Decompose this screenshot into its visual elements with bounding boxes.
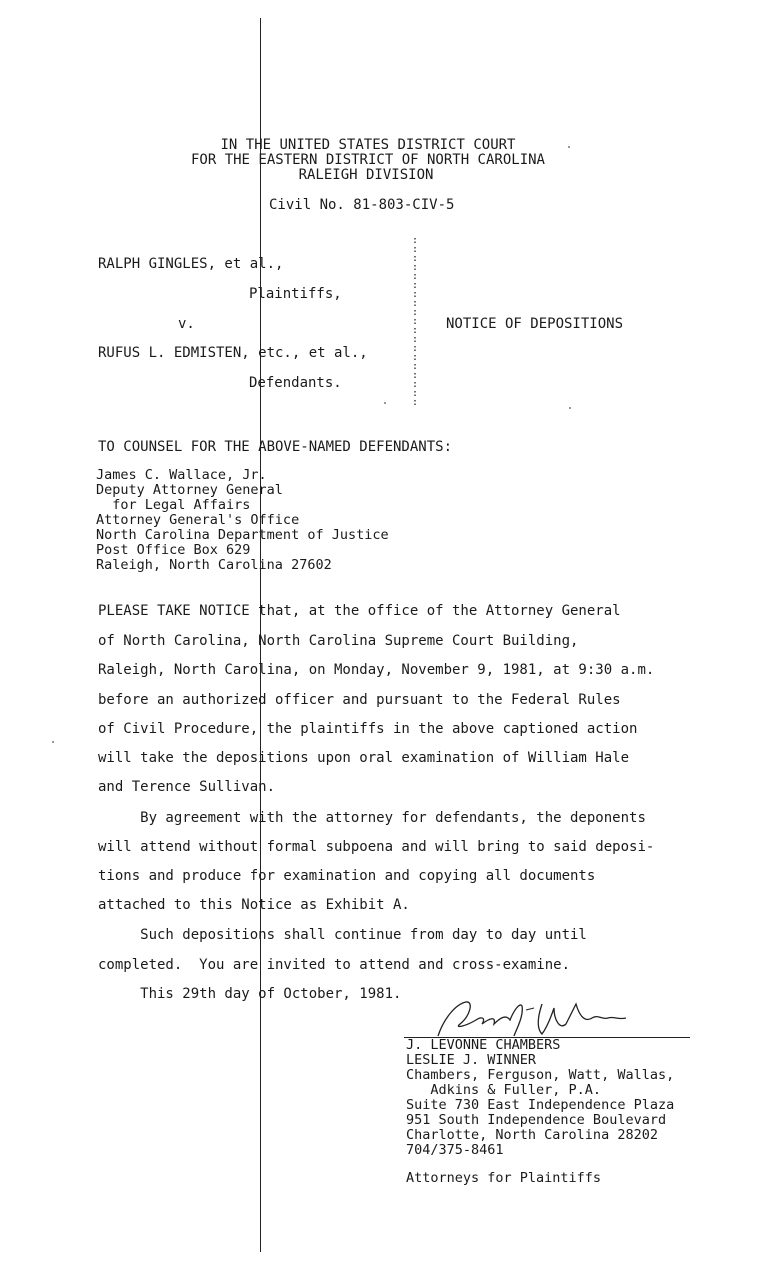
defendants-label: Defendants. bbox=[249, 375, 342, 391]
body-line: and Terence Sullivan. bbox=[98, 779, 276, 795]
addressee-line: Attorney General's Office bbox=[96, 512, 300, 528]
addressee-line: Deputy Attorney General bbox=[96, 482, 283, 498]
signature-block-line: J. LEVONNE CHAMBERS bbox=[406, 1037, 561, 1053]
caption-colon: : bbox=[412, 361, 419, 372]
handwritten-signature bbox=[430, 996, 660, 1040]
addressee-line: Raleigh, North Carolina 27602 bbox=[96, 557, 332, 573]
caption-colon: : bbox=[412, 298, 419, 309]
body-line: will attend without formal subpoena and will bring to said deposi- bbox=[98, 839, 655, 855]
court-header-line-3: RALEIGH DIVISION bbox=[298, 167, 434, 183]
plaintiff-name: RALPH GINGLES, et al., bbox=[98, 256, 284, 272]
caption-colon: : bbox=[412, 271, 419, 282]
date-line: This 29th day of October, 1981. bbox=[98, 986, 402, 1002]
body-line: Raleigh, North Carolina, on Monday, November 9, 1981, at 9:30 a.m. bbox=[98, 662, 655, 678]
caption-colon: : bbox=[412, 316, 419, 327]
signature-block-line: 951 South Independence Boulevard bbox=[406, 1112, 667, 1128]
caption-colon: : bbox=[412, 352, 419, 363]
body-line: will take the depositions upon oral examination of William Hale bbox=[98, 750, 630, 766]
plaintiffs-label: Plaintiffs, bbox=[249, 286, 342, 302]
body-line: PLEASE TAKE NOTICE that, at the office of the Attorney General bbox=[98, 603, 621, 619]
caption-colon: : bbox=[412, 262, 419, 273]
scan-speck bbox=[52, 741, 54, 743]
attorneys-for-plaintiffs: Attorneys for Plaintiffs bbox=[406, 1170, 602, 1186]
signature-block-line: 704/375-8461 bbox=[406, 1142, 504, 1158]
addressee-line: for Legal Affairs bbox=[96, 497, 251, 513]
signature-block-line: Chambers, Ferguson, Watt, Wallas, bbox=[406, 1067, 675, 1083]
caption-colon: : bbox=[412, 289, 419, 300]
body-line: tions and produce for examination and copying all documents bbox=[98, 868, 596, 884]
caption-colon: : bbox=[412, 370, 419, 381]
addressee-line: James C. Wallace, Jr. bbox=[96, 467, 267, 483]
caption-colon: : bbox=[412, 244, 419, 255]
addressee-line: Post Office Box 629 bbox=[96, 542, 251, 558]
versus: v. bbox=[178, 316, 195, 332]
body-line: attached to this Notice as Exhibit A. bbox=[98, 897, 410, 913]
body-line: of Civil Procedure, the plaintiffs in the above captioned action bbox=[98, 721, 638, 737]
signature-block-line: Charlotte, North Carolina 28202 bbox=[406, 1127, 658, 1143]
document-title: NOTICE OF DEPOSITIONS bbox=[446, 316, 624, 332]
caption-colon: : bbox=[412, 388, 419, 399]
caption-colon: : bbox=[412, 280, 419, 291]
defendant-name: RUFUS L. EDMISTEN, etc., et al., bbox=[98, 345, 368, 361]
caption-colon: : bbox=[412, 307, 419, 318]
body-line: Such depositions shall continue from day to day until bbox=[98, 927, 587, 943]
scan-speck bbox=[384, 402, 386, 404]
body-line: before an authorized officer and pursuant to the Federal Rules bbox=[98, 692, 621, 708]
caption-colon: : bbox=[412, 253, 419, 264]
signature-block-line: Suite 730 East Independence Plaza bbox=[406, 1097, 675, 1113]
court-header-line-1: IN THE UNITED STATES DISTRICT COURT bbox=[220, 137, 516, 153]
civil-number: Civil No. 81-803-CIV-5 bbox=[269, 197, 455, 213]
addressee-line: North Carolina Department of Justice bbox=[96, 527, 389, 543]
scan-speck bbox=[569, 407, 571, 409]
signature-block-line: LESLIE J. WINNER bbox=[406, 1052, 537, 1068]
to-counsel-line: TO COUNSEL FOR THE ABOVE-NAMED DEFENDANTS: bbox=[98, 439, 453, 455]
body-line: completed. You are invited to attend and cross-examine. bbox=[98, 957, 571, 973]
caption-colon: : bbox=[412, 343, 419, 354]
caption-colon: : bbox=[412, 334, 419, 345]
scan-speck bbox=[568, 146, 570, 148]
caption-colon: : bbox=[412, 397, 419, 408]
caption-colon: : bbox=[412, 379, 419, 390]
court-header-line-2: FOR THE EASTERN DISTRICT OF NORTH CAROLINA bbox=[190, 152, 545, 168]
caption-colon: : bbox=[412, 325, 419, 336]
body-line: By agreement with the attorney for defendants, the deponents bbox=[98, 810, 646, 826]
body-line: of North Carolina, North Carolina Supreme Court Building, bbox=[98, 633, 579, 649]
signature-block-line: Adkins & Fuller, P.A. bbox=[406, 1082, 602, 1098]
caption-colon: : bbox=[412, 235, 419, 246]
